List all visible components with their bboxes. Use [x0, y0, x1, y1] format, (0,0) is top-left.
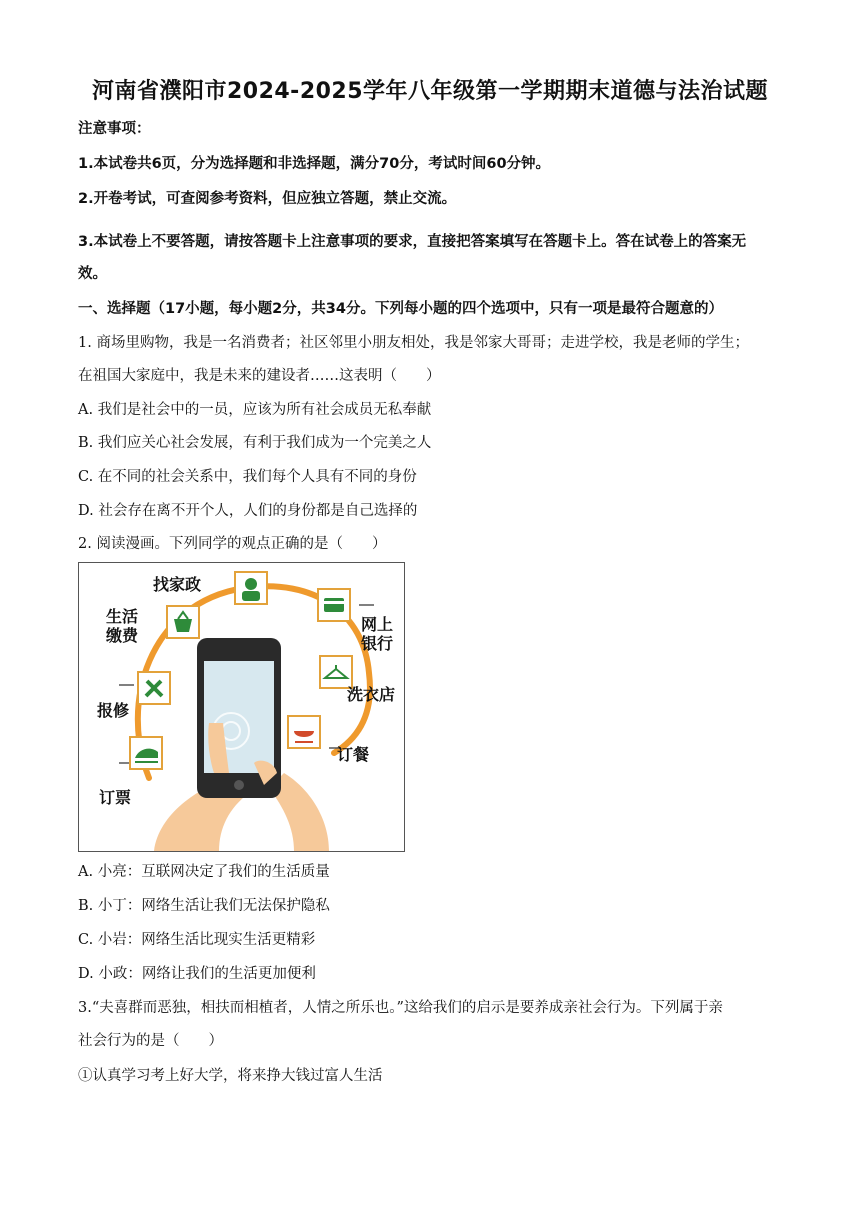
- notes-heading: 注意事项：: [78, 121, 151, 137]
- label-bank-2: 银行: [361, 634, 394, 653]
- note-item-1: 1.本试卷共6页，分为选择题和非选择题，满分70分，考试时间60分钟。: [78, 156, 551, 172]
- basket-icon: [166, 605, 200, 639]
- q2-option-d: D. 小政：网络让我们的生活更加便利: [78, 966, 316, 982]
- phone-home-button: [234, 780, 244, 790]
- q3-item-1: ①认真学习考上好大学，将来挣大钱过富人生活: [78, 1068, 383, 1084]
- bank-card-icon: [317, 588, 351, 622]
- q1-option-d: D. 社会存在离不开个人，人们的身份都是自己选择的: [78, 503, 418, 519]
- note-item-2: 2.开卷考试，可查阅参考资料，但应独立答题，禁止交流。: [78, 191, 457, 207]
- q1-option-c: C. 在不同的社会关系中，我们每个人具有不同的身份: [78, 469, 417, 485]
- train-icon: [129, 736, 163, 770]
- tools-icon: [137, 671, 171, 705]
- q2-option-a: A. 小亮：互联网决定了我们的生活质量: [78, 864, 330, 880]
- q1-stem-line1: 1. 商场里购物，我是一名消费者；社区邻里小朋友相处，我是邻家大哥哥；走进学校，我是老师的学生；: [78, 335, 749, 351]
- label-housekeeping: 找家政: [153, 575, 202, 594]
- note-item-3-cont: 效。: [78, 266, 107, 282]
- hanger-icon: [319, 655, 353, 689]
- food-bowl-icon: [287, 715, 321, 749]
- person-icon: [234, 571, 268, 605]
- note-item-3: 3.本试卷上不要答题，请按答题卡上注意事项的要求，直接把答案填写在答题卡上。答在试卷上的答案无: [78, 234, 747, 250]
- label-repair: 报修: [97, 701, 130, 720]
- q3-stem-line2: 社会行为的是（ ）: [78, 1033, 223, 1049]
- label-bills-1: 生活: [106, 607, 139, 626]
- comic-illustration: [78, 562, 405, 852]
- label-ticket: 订票: [99, 788, 132, 807]
- q1-option-b: B. 我们应关心社会发展，有利于我们成为一个完美之人: [78, 435, 432, 451]
- q1-stem-line2: 在祖国大家庭中，我是未来的建设者……这表明（ ）: [78, 368, 441, 384]
- q2-option-b: B. 小丁：网络生活让我们无法保护隐私: [78, 898, 330, 914]
- q2-stem: 2. 阅读漫画。下列同学的观点正确的是（ ）: [78, 536, 387, 552]
- label-laundry: 洗衣店: [347, 685, 396, 704]
- label-food: 订餐: [337, 745, 370, 764]
- label-bills-2: 缴费: [106, 626, 139, 645]
- page-title: 河南省濮阳市2024-2025学年八年级第一学期期末道德与法治试题: [91, 79, 769, 104]
- q1-option-a: A. 我们是社会中的一员，应该为所有社会成员无私奉献: [78, 402, 432, 418]
- q2-option-c: C. 小岩：网络生活比现实生活更精彩: [78, 932, 316, 948]
- label-bank-1: 网上: [361, 615, 394, 634]
- q3-stem-line1: 3.“夫喜群而恶独，相扶而相植者，人情之所乐也。”这给我们的启示是要养成亲社会行为。下列属于亲: [78, 1000, 723, 1016]
- section-heading: 一、选择题（17小题，每小题2分，共34分。下列每小题的四个选项中，只有一项是最符合题意的）: [78, 301, 723, 317]
